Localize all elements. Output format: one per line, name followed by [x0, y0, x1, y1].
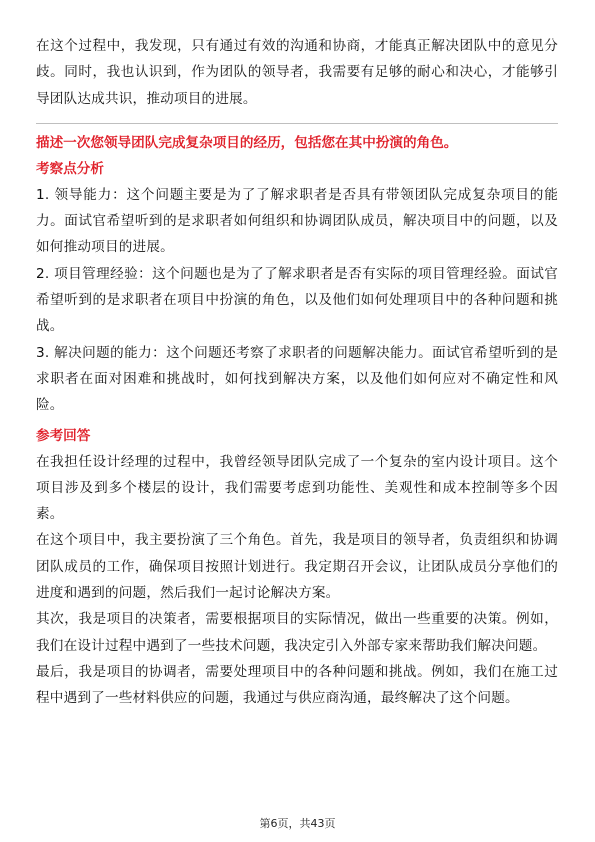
answer-paragraph-1: 在我担任设计经理的过程中，我曾经领导团队完成了一个复杂的室内设计项目。这个项目涉及到多个楼层的设计，我们需要考虑到功能性、美观性和成本控制等多个因素。	[36, 453, 558, 523]
answer-paragraph-4: 最后，我是项目的协调者，需要处理项目中的各种问题和挑战。例如，我们在施工过程中遇到了一些材料供应的问题，我通过与供应商沟通，最终解决了这个问题。	[36, 663, 558, 707]
answer-paragraph-3: 其次，我是项目的决策者，需要根据项目的实际情况，做出一些重要的决策。例如，我们在设计过程中遇到了一些技术问题，我决定引入外部专家来帮助我们解决问题。	[36, 611, 558, 654]
page-number: 第6页，共43页	[259, 817, 336, 830]
answer-heading: 参考回答	[36, 427, 91, 444]
answer-paragraph-2: 在这个项目中，我主要扮演了三个角色。首先，我是项目的领导者，负责组织和协调团队成员的工作，确保项目按照计划进行。我定期召开会议，让团队成员分享他们的进度和遇到的问题，然后我们一起讨论解决方案。	[36, 532, 558, 602]
analysis-item-2: 2. 项目管理经验：这个问题也是为了了解求职者是否有实际的项目管理经验。面试官希望听到的是求职者在项目中扮演的角色，以及他们如何处理项目中的各种问题和挑战。	[36, 265, 558, 335]
analysis-item-1: 1. 领导能力：这个问题主要是为了了解求职者是否具有带领团队完成复杂项目的能力。面试官希望听到的是求职者如何组织和协调团队成员，解决项目中的问题，以及如何推动项目的进展。	[36, 186, 558, 256]
section-divider	[36, 123, 558, 124]
analysis-heading: 考察点分析	[36, 160, 104, 177]
page-content	[36, 33, 558, 712]
question-title: 描述一次您领导团队完成复杂项目的经历，包括您在其中扮演的角色。	[36, 134, 458, 151]
analysis-item-3: 3. 解决问题的能力：这个问题还考察了求职者的问题解决能力。面试官希望听到的是求职者在面对困难和挑战时，如何找到解决方案，以及他们如何应对不确定性和风险。	[36, 344, 558, 414]
intro-paragraph: 在这个过程中，我发现，只有通过有效的沟通和协商，才能真正解决团队中的意见分歧。同时，我也认识到，作为团队的领导者，我需要有足够的耐心和决心，才能够引导团队达成共识，推动项目的进展。	[36, 38, 558, 107]
